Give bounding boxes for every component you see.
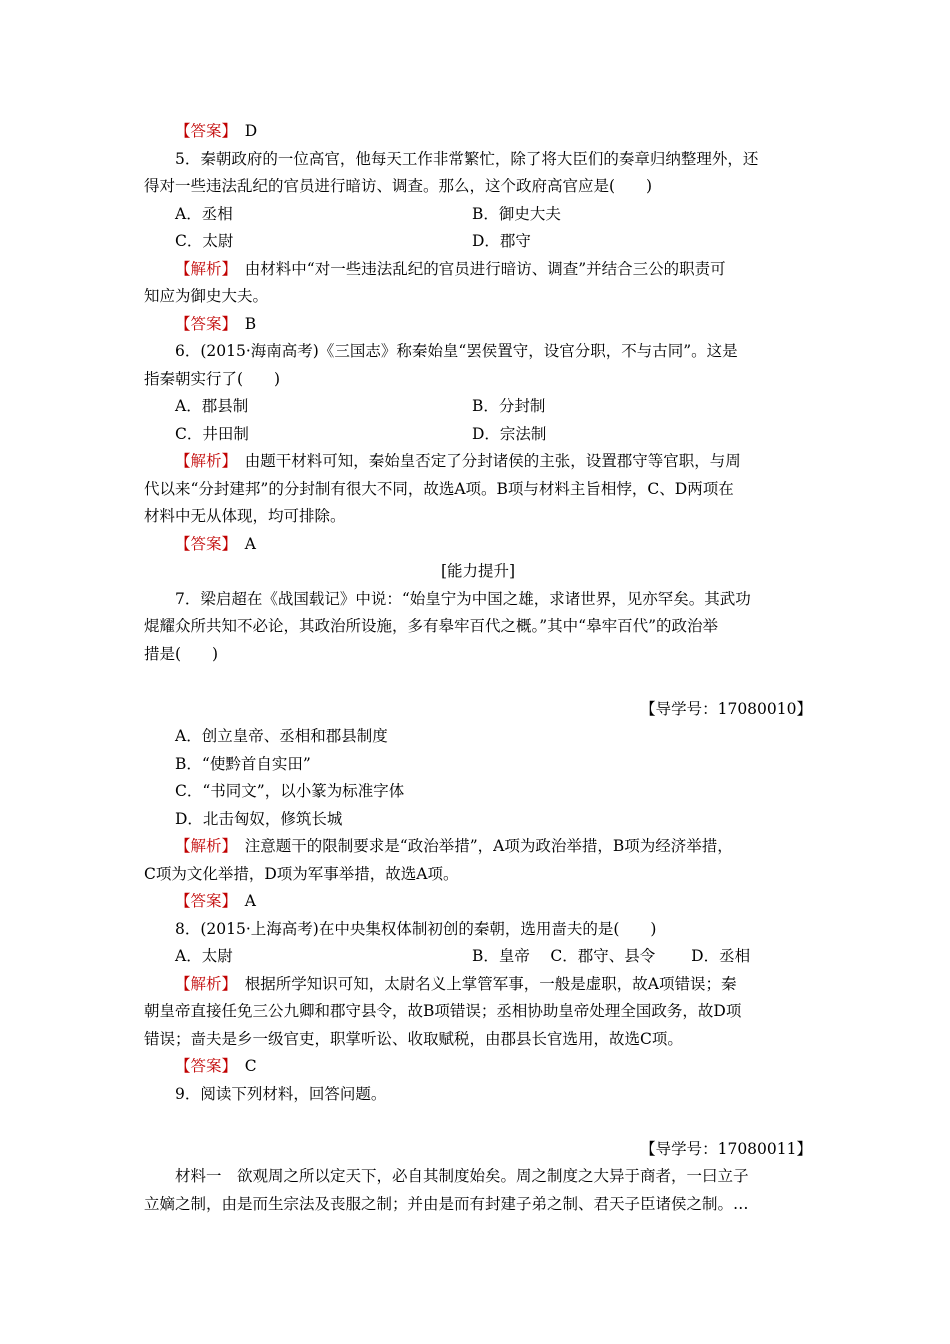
answer-value: B: [244, 314, 257, 333]
question-7-stem-line-3: 措是( ): [144, 644, 219, 663]
question-6-stem-line-2: 指秦朝实行了( ): [144, 369, 281, 388]
question-7-stem-line-2: 焜耀众所共知不必论，其政治所设施，多有皋牢百代之概。”其中“皋牢百代”的政治举: [144, 617, 719, 635]
analysis-line-q6-2: 代以来“分封建邦”的分封制有很大不同，故选A项。B项与材料主旨相悖，C、D两项在: [144, 479, 734, 498]
question-9-stem: 9．阅读下列材料，回答问题。: [175, 1084, 387, 1103]
option-a: A．太尉: [175, 947, 233, 965]
answer-value: C: [244, 1057, 257, 1075]
question-5-stem-line-2: 得对一些违法乱纪的官员进行暗访、调查。那么，这个政府高官应是( ): [144, 177, 653, 195]
answer-value: D: [244, 122, 258, 140]
answer-line-q6: [144, 531, 812, 559]
question-5-stem-line-1: 5．秦朝政府的一位高官，他每天工作非常繁忙，除了将大臣们的奏章归纳整理外，还: [175, 149, 759, 168]
question-7-stem-line-1: 7．梁启超在《战国载记》中说：“始皇宁为中国之雄，求诸世界，见亦罕矣。其武功: [175, 589, 751, 608]
analysis-tag: 【解析】: [175, 259, 230, 278]
analysis-line-q7-1: [144, 833, 812, 861]
document-content: [144, 118, 812, 1218]
option-a: A．丞相: [175, 204, 233, 223]
option-b: B．皇帝: [472, 947, 530, 965]
answer-tag: 【答案】: [175, 314, 230, 333]
section-heading: [能力提升]: [440, 562, 516, 580]
question-8-options-row: [144, 943, 812, 971]
option-b: B．“使黔首自实田”: [175, 754, 311, 773]
option-a: A．郡县制: [175, 397, 249, 415]
option-bcd: [472, 943, 750, 971]
analysis-tag: 【解析】: [175, 974, 230, 993]
option-c: C．太尉: [175, 232, 234, 250]
option-d: D．郡守: [472, 232, 531, 250]
option-a: A．创立皇帝、丞相和郡县制度: [175, 727, 388, 745]
material-line-1: 材料一 欲观周之所以定天下，必自其制度始矣。周之制度之大异于商者，一曰立子: [175, 1167, 749, 1185]
analysis-text: 由题干材料可知，秦始皇否定了分封诸侯的主张，设置郡守等官职，与周: [244, 452, 741, 470]
guide-number: 【导学号：17080010】: [640, 699, 812, 718]
analysis-text: 注意题干的限制要求是“政治举措”，A项为政治举措，B项为经济举措，: [244, 837, 733, 855]
answer-line-q7: [144, 888, 812, 916]
answer-line-q8: [144, 1053, 812, 1081]
answer-tag: 【答案】: [175, 1057, 230, 1075]
analysis-text: 由材料中“对一些违法乱纪的官员进行暗访、调查”并结合三公的职责可: [244, 259, 726, 278]
analysis-line-q5-2: 知应为御史大夫。: [144, 287, 269, 305]
question-8-stem-line-1: 8．(2015·上海高考)在中央集权体制初创的秦朝，选用啬夫的是( ): [175, 919, 657, 938]
option-c: C．郡守、县令: [550, 947, 656, 965]
option-c: C．井田制: [175, 424, 249, 443]
answer-line-q5: [144, 311, 812, 339]
question-6-options-row-1: [144, 393, 812, 421]
question-6-stem-line-1: 6．(2015·海南高考)《三国志》称秦始皇“罢侯置守，设官分职，不与古同”。这是: [175, 342, 738, 360]
option-d: D．北击匈奴，修筑长城: [175, 809, 343, 828]
analysis-line-q6-1: [144, 448, 812, 476]
answer-value: A: [244, 892, 256, 910]
answer-value: A: [244, 534, 256, 553]
answer-line-q4: [144, 118, 812, 146]
analysis-line-q7-2: C项为文化举措，D项为军事举措，故选A项。: [144, 864, 459, 883]
analysis-text: 根据所学知识可知，太尉名义上掌管军事，一般是虚职，故A项错误；秦: [244, 974, 737, 993]
answer-tag: 【答案】: [175, 892, 230, 910]
option-b: B．分封制: [472, 397, 546, 415]
analysis-line-q8-3: 错误；啬夫是乡一级官吏，职掌听讼、收取赋税，由郡县长官选用，故选C项。: [144, 1029, 683, 1048]
analysis-tag: 【解析】: [175, 452, 230, 470]
analysis-line-q6-3: 材料中无从体现，均可排除。: [144, 507, 346, 525]
analysis-tag: 【解析】: [175, 837, 230, 855]
question-6-options-row-2: [144, 421, 812, 449]
answer-tag: 【答案】: [175, 122, 230, 140]
question-5-options-row-1: [144, 201, 812, 229]
analysis-line-q8-1: [144, 971, 812, 999]
analysis-line-q5-1: [144, 256, 812, 284]
guide-number: 【导学号：17080011】: [640, 1139, 812, 1158]
option-d: D．丞相: [691, 947, 751, 965]
analysis-line-q8-2: 朝皇帝直接任免三公九卿和郡守县令，故B项错误；丞相协助皇帝处理全国政务，故D项: [144, 1002, 742, 1020]
material-line-2: 立嫡之制，由是而生宗法及丧服之制；并由是而有封建子弟之制、君天子臣诸侯之制。…: [144, 1194, 749, 1213]
option-b: B．御史大夫: [472, 204, 561, 223]
option-c: C．“书同文”，以小篆为标准字体: [175, 782, 405, 800]
answer-tag: 【答案】: [175, 534, 230, 553]
option-d: D．宗法制: [472, 424, 547, 443]
question-5-options-row-2: [144, 228, 812, 256]
